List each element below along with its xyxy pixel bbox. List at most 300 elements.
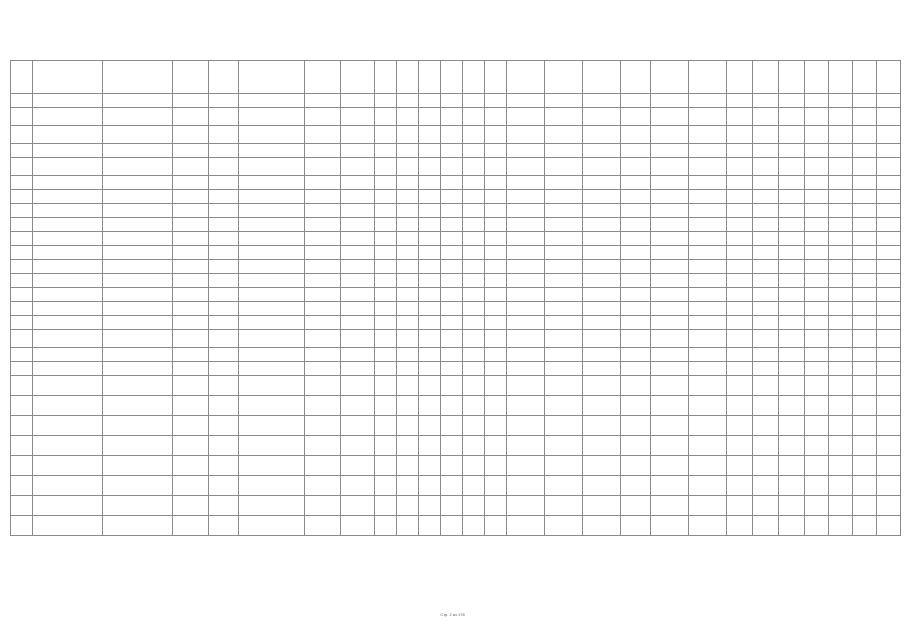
table-cell (305, 190, 341, 204)
table-cell (103, 376, 173, 396)
table-cell (305, 456, 341, 476)
table-cell (485, 274, 507, 288)
table-cell (11, 476, 33, 496)
table-cell (877, 496, 901, 516)
table-cell (33, 274, 103, 288)
table-cell (173, 144, 209, 158)
table-cell (11, 302, 33, 316)
table-cell (853, 376, 877, 396)
table-cell (753, 302, 779, 316)
table-cell (651, 516, 689, 536)
table-cell (305, 516, 341, 536)
table-cell (103, 496, 173, 516)
table-cell (33, 348, 103, 362)
table-cell (779, 274, 805, 288)
table-cell (173, 348, 209, 362)
table-cell (853, 456, 877, 476)
table-cell (103, 144, 173, 158)
table-cell (651, 376, 689, 396)
table-cell (651, 274, 689, 288)
table-cell (11, 436, 33, 456)
table-cell (463, 126, 485, 144)
table-cell (239, 456, 305, 476)
table-cell (753, 176, 779, 190)
table-cell (485, 362, 507, 376)
table-cell (341, 288, 375, 302)
table-cell (103, 108, 173, 126)
table-cell (103, 516, 173, 536)
table-cell (463, 456, 485, 476)
table-cell (753, 246, 779, 260)
table-cell (805, 204, 829, 218)
table-cell (507, 348, 545, 362)
table-cell (397, 260, 419, 274)
table-cell (507, 158, 545, 176)
table-cell (397, 246, 419, 260)
table-cell (877, 476, 901, 496)
table-cell (209, 190, 239, 204)
table-cell (545, 376, 583, 396)
col-header (103, 61, 173, 94)
table-cell (583, 126, 621, 144)
table-cell (651, 362, 689, 376)
table-cell (419, 396, 441, 416)
table-cell (33, 126, 103, 144)
table-cell (753, 436, 779, 456)
table-cell (621, 126, 651, 144)
table-cell (805, 376, 829, 396)
table-cell (545, 456, 583, 476)
table-cell (239, 516, 305, 536)
table-cell (375, 158, 397, 176)
table-cell (239, 158, 305, 176)
table-cell (103, 362, 173, 376)
table-cell (805, 176, 829, 190)
table-cell (753, 158, 779, 176)
table-cell (33, 436, 103, 456)
table-cell (805, 348, 829, 362)
table-cell (651, 232, 689, 246)
col-header (805, 61, 829, 94)
table-cell (341, 496, 375, 516)
table-cell (173, 246, 209, 260)
table-cell (33, 260, 103, 274)
table-cell (397, 204, 419, 218)
table-cell (305, 232, 341, 246)
table-row (11, 126, 901, 144)
table-cell (419, 316, 441, 330)
report-sheet (10, 60, 894, 536)
table-cell (463, 204, 485, 218)
table-cell (239, 376, 305, 396)
table-cell (583, 218, 621, 232)
table-cell (419, 362, 441, 376)
table-cell (753, 288, 779, 302)
table-cell (689, 126, 727, 144)
table-cell (689, 376, 727, 396)
table-cell (651, 94, 689, 108)
table-cell (419, 144, 441, 158)
table-cell (727, 316, 753, 330)
table-cell (397, 516, 419, 536)
col-header (507, 61, 545, 94)
table-cell (877, 396, 901, 416)
table-cell (805, 260, 829, 274)
table-cell (507, 288, 545, 302)
table-cell (305, 94, 341, 108)
table-cell (11, 218, 33, 232)
table-cell (239, 94, 305, 108)
table-cell (779, 288, 805, 302)
col-header (753, 61, 779, 94)
table-cell (583, 190, 621, 204)
table-cell (33, 108, 103, 126)
table-cell (485, 496, 507, 516)
table-cell (805, 94, 829, 108)
table-cell (507, 108, 545, 126)
table-cell (103, 158, 173, 176)
table-cell (779, 176, 805, 190)
table-cell (375, 362, 397, 376)
table-cell (853, 416, 877, 436)
table-cell (397, 330, 419, 348)
table-cell (305, 476, 341, 496)
table-cell (173, 362, 209, 376)
table-cell (829, 516, 853, 536)
table-cell (375, 246, 397, 260)
table-cell (239, 246, 305, 260)
table-cell (545, 516, 583, 536)
table-cell (545, 232, 583, 246)
table-cell (209, 456, 239, 476)
table-cell (397, 456, 419, 476)
table-cell (173, 456, 209, 476)
table-cell (173, 302, 209, 316)
table-row (11, 274, 901, 288)
table-cell (375, 302, 397, 316)
table-cell (375, 232, 397, 246)
table-cell (485, 260, 507, 274)
table-cell (341, 516, 375, 536)
table-cell (779, 376, 805, 396)
table-cell (441, 362, 463, 376)
table-cell (727, 476, 753, 496)
table-cell (877, 302, 901, 316)
table-cell (507, 376, 545, 396)
table-cell (341, 158, 375, 176)
table-cell (239, 496, 305, 516)
table-cell (689, 416, 727, 436)
table-cell (173, 260, 209, 274)
table-cell (621, 396, 651, 416)
report-table (10, 60, 901, 536)
table-cell (689, 288, 727, 302)
table-cell (853, 108, 877, 126)
table-cell (375, 456, 397, 476)
table-cell (583, 362, 621, 376)
table-cell (463, 436, 485, 456)
table-row (11, 476, 901, 496)
table-cell (103, 302, 173, 316)
table-cell (829, 108, 853, 126)
table-cell (853, 144, 877, 158)
table-cell (441, 416, 463, 436)
table-cell (305, 376, 341, 396)
table-cell (779, 108, 805, 126)
table-row (11, 246, 901, 260)
table-cell (441, 330, 463, 348)
table-cell (779, 330, 805, 348)
table-cell (463, 158, 485, 176)
table-cell (11, 190, 33, 204)
col-header (621, 61, 651, 94)
table-cell (441, 476, 463, 496)
table-cell (545, 108, 583, 126)
table-cell (209, 362, 239, 376)
table-cell (689, 476, 727, 496)
table-cell (753, 274, 779, 288)
col-header (239, 61, 305, 94)
table-cell (33, 94, 103, 108)
table-cell (305, 204, 341, 218)
table-cell (853, 246, 877, 260)
table-cell (173, 274, 209, 288)
table-cell (853, 94, 877, 108)
table-cell (853, 516, 877, 536)
table-cell (173, 218, 209, 232)
table-cell (779, 218, 805, 232)
table-cell (829, 94, 853, 108)
table-cell (103, 190, 173, 204)
table-cell (779, 316, 805, 330)
table-cell (103, 396, 173, 416)
table-cell (11, 232, 33, 246)
table-row (11, 316, 901, 330)
table-cell (507, 456, 545, 476)
table-cell (545, 416, 583, 436)
table-cell (419, 94, 441, 108)
col-header (651, 61, 689, 94)
table-cell (485, 218, 507, 232)
table-cell (209, 274, 239, 288)
table-cell (103, 204, 173, 218)
table-cell (173, 476, 209, 496)
table-cell (485, 94, 507, 108)
table-cell (33, 316, 103, 330)
table-cell (419, 126, 441, 144)
table-cell (341, 144, 375, 158)
table-cell (753, 232, 779, 246)
table-cell (375, 108, 397, 126)
table-cell (397, 476, 419, 496)
table-cell (727, 204, 753, 218)
table-cell (239, 396, 305, 416)
table-cell (375, 516, 397, 536)
table-cell (877, 246, 901, 260)
table-cell (11, 362, 33, 376)
table-cell (805, 330, 829, 348)
table-cell (305, 246, 341, 260)
table-cell (651, 436, 689, 456)
page-footer: Стр. 2 из 178 (440, 612, 465, 617)
table-cell (341, 416, 375, 436)
table-cell (727, 302, 753, 316)
table-cell (829, 288, 853, 302)
table-cell (341, 362, 375, 376)
table-cell (805, 144, 829, 158)
table-cell (441, 302, 463, 316)
table-cell (173, 316, 209, 330)
table-cell (103, 330, 173, 348)
table-cell (397, 176, 419, 190)
col-header (173, 61, 209, 94)
table-cell (463, 496, 485, 516)
table-cell (341, 190, 375, 204)
table-cell (727, 396, 753, 416)
table-cell (621, 456, 651, 476)
table-cell (463, 288, 485, 302)
table-cell (829, 232, 853, 246)
table-cell (239, 190, 305, 204)
table-cell (877, 94, 901, 108)
table-cell (397, 158, 419, 176)
table-cell (621, 330, 651, 348)
table-cell (621, 316, 651, 330)
table-row (11, 330, 901, 348)
table-cell (727, 416, 753, 436)
table-cell (11, 516, 33, 536)
table-cell (209, 376, 239, 396)
table-cell (507, 246, 545, 260)
table-cell (877, 144, 901, 158)
table-cell (829, 190, 853, 204)
table-cell (375, 274, 397, 288)
table-cell (341, 218, 375, 232)
table-cell (441, 436, 463, 456)
table-cell (103, 176, 173, 190)
table-cell (507, 330, 545, 348)
table-cell (441, 218, 463, 232)
table-cell (805, 288, 829, 302)
table-cell (305, 396, 341, 416)
table-cell (103, 218, 173, 232)
table-cell (11, 126, 33, 144)
table-cell (11, 496, 33, 516)
table-cell (397, 302, 419, 316)
table-cell (877, 362, 901, 376)
table-cell (651, 108, 689, 126)
table-cell (877, 218, 901, 232)
table-cell (583, 176, 621, 190)
table-cell (209, 232, 239, 246)
table-cell (853, 232, 877, 246)
table-cell (239, 126, 305, 144)
table-cell (545, 126, 583, 144)
table-cell (305, 260, 341, 274)
table-cell (583, 376, 621, 396)
table-cell (341, 302, 375, 316)
table-cell (441, 396, 463, 416)
table-cell (485, 232, 507, 246)
table-cell (209, 396, 239, 416)
table-cell (853, 362, 877, 376)
table-cell (507, 260, 545, 274)
table-cell (545, 348, 583, 362)
table-cell (239, 204, 305, 218)
table-cell (779, 476, 805, 496)
table-cell (853, 158, 877, 176)
table-cell (651, 260, 689, 274)
table-cell (689, 144, 727, 158)
table-cell (103, 288, 173, 302)
table-cell (805, 516, 829, 536)
table-cell (805, 108, 829, 126)
table-cell (545, 158, 583, 176)
table-cell (463, 232, 485, 246)
col-header (463, 61, 485, 94)
table-cell (689, 436, 727, 456)
table-cell (305, 288, 341, 302)
table-cell (173, 416, 209, 436)
table-cell (853, 288, 877, 302)
table-cell (397, 288, 419, 302)
table-cell (441, 158, 463, 176)
col-header (341, 61, 375, 94)
table-cell (621, 158, 651, 176)
table-cell (805, 396, 829, 416)
table-cell (11, 108, 33, 126)
table-cell (877, 516, 901, 536)
table-cell (11, 274, 33, 288)
table-cell (173, 516, 209, 536)
table-cell (621, 362, 651, 376)
table-cell (805, 232, 829, 246)
table-cell (239, 260, 305, 274)
table-cell (651, 348, 689, 362)
table-cell (805, 302, 829, 316)
table-cell (651, 144, 689, 158)
table-cell (545, 316, 583, 330)
table-cell (545, 274, 583, 288)
table-cell (779, 204, 805, 218)
table-cell (621, 476, 651, 496)
table-cell (463, 376, 485, 396)
table-cell (485, 436, 507, 456)
table-cell (583, 204, 621, 218)
table-cell (33, 456, 103, 476)
table-cell (397, 362, 419, 376)
table-cell (419, 176, 441, 190)
col-header (485, 61, 507, 94)
table-cell (651, 302, 689, 316)
table-cell (853, 330, 877, 348)
table-cell (305, 158, 341, 176)
table-cell (397, 190, 419, 204)
table-cell (727, 144, 753, 158)
table-cell (103, 232, 173, 246)
table-cell (779, 190, 805, 204)
table-cell (103, 476, 173, 496)
table-cell (805, 362, 829, 376)
table-cell (239, 416, 305, 436)
table-cell (621, 218, 651, 232)
table-cell (11, 396, 33, 416)
table-cell (11, 316, 33, 330)
table-cell (583, 288, 621, 302)
table-cell (753, 94, 779, 108)
table-cell (485, 108, 507, 126)
col-header (727, 61, 753, 94)
